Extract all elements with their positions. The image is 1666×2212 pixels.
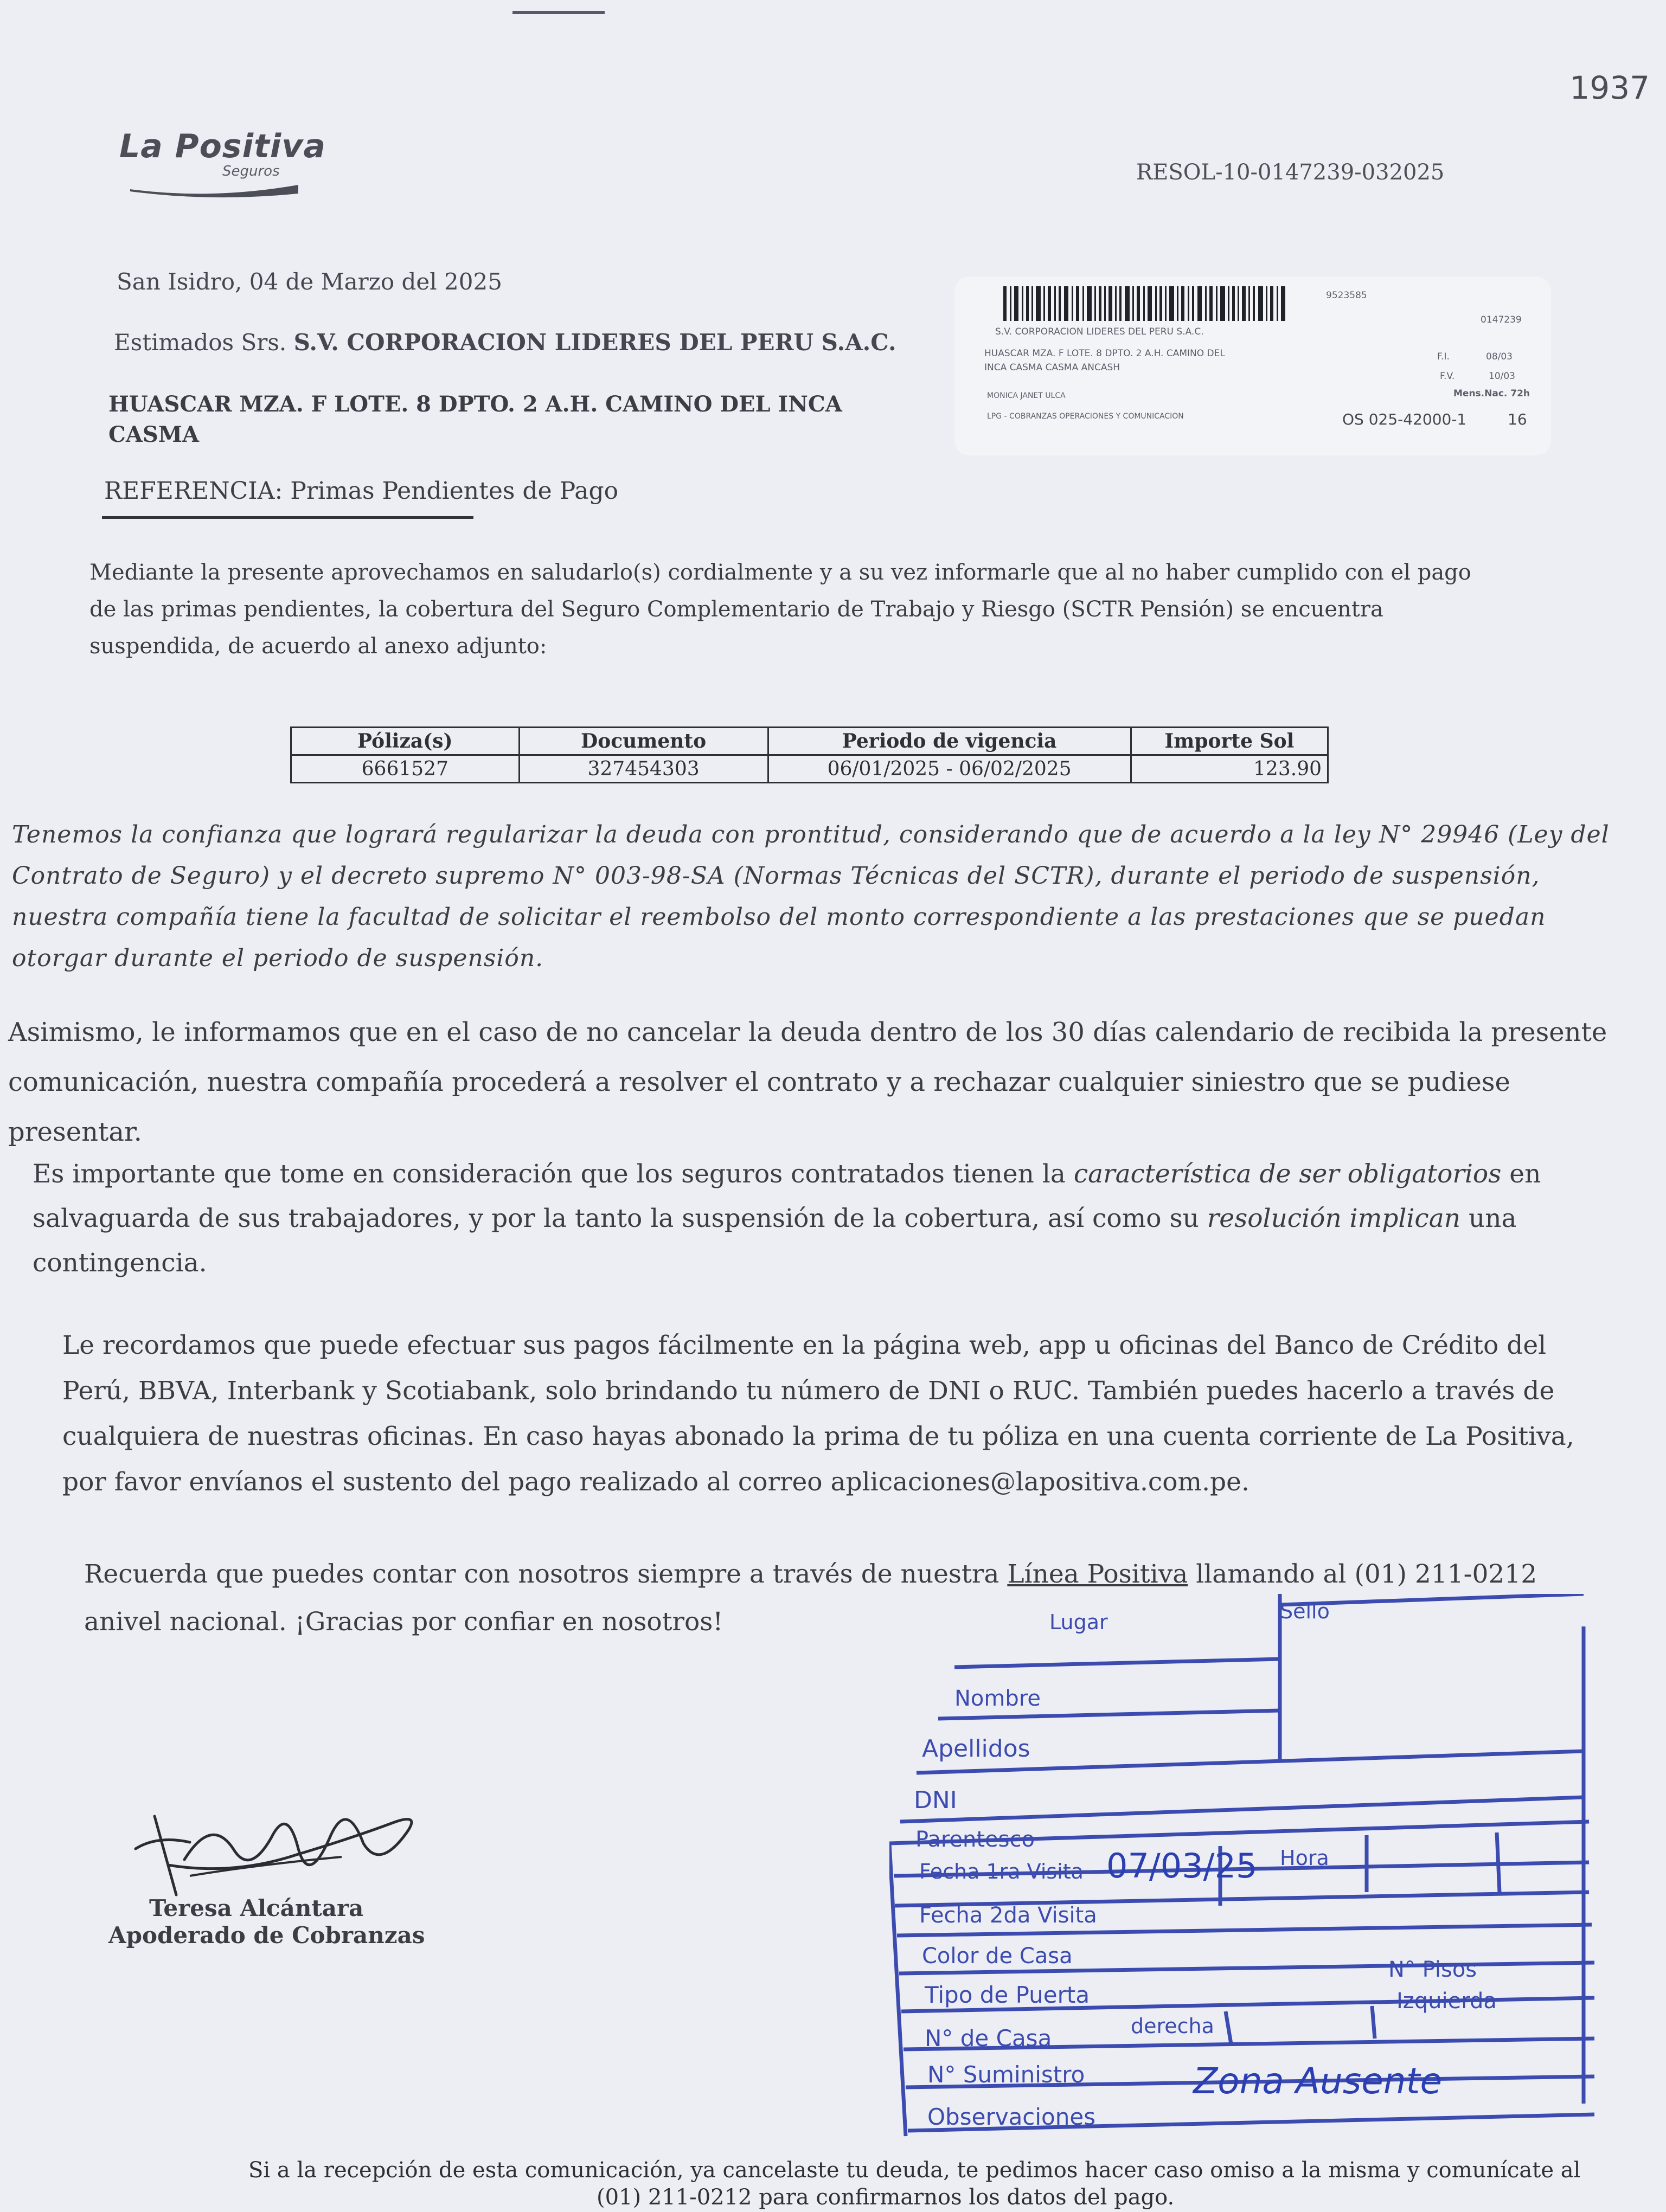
important-text-d: resolución implican <box>1207 1204 1461 1233</box>
stamp-apellidos: Apellidos <box>922 1735 1030 1763</box>
stamp-derecha: derecha <box>1131 2014 1214 2038</box>
stamp-dni: DNI <box>914 1786 957 1814</box>
label-addr-1: HUASCAR MZA. F LOTE. 8 DPTO. 2 A.H. CAMINO DEL <box>984 348 1225 359</box>
page-number: 1937 <box>1569 69 1650 106</box>
col-documento: Documento <box>519 728 768 755</box>
label-mens: Mens.Nac. 72h <box>1453 388 1530 399</box>
recipient-address <box>108 389 922 450</box>
greeting-prefix: Estimados Srs. <box>114 329 287 356</box>
stamp-color-casa: Color de Casa <box>922 1944 1073 1969</box>
col-importe: Importe Sol <box>1131 728 1328 755</box>
stamp-fecha-1-value: 07/03/25 <box>1106 1846 1258 1886</box>
table-row <box>291 755 1328 783</box>
table-header-row <box>291 728 1328 755</box>
stamp-nombre: Nombre <box>954 1686 1041 1711</box>
reference-underline <box>102 516 473 519</box>
linea-positiva-link: Línea Positiva <box>1007 1559 1188 1589</box>
col-periodo: Periodo de vigencia <box>768 728 1131 755</box>
logo-name: La Positiva <box>119 127 326 165</box>
label-contact: MONICA JANET ULCA <box>987 391 1066 400</box>
stamp-lugar: Lugar <box>1049 1610 1108 1634</box>
label-fi-label: F.I. <box>1437 351 1450 362</box>
stamp-n-casa: N° de Casa <box>925 2025 1052 2052</box>
logo-swoosh-icon <box>130 182 298 198</box>
greeting <box>114 329 896 356</box>
intro-paragraph: Mediante la presente aprovechamos en saludarlo(s) cordialmente y a su vez informarle que al no haber cumplido con el pago de las primas pendientes, la cobertura del Seguro Complementario de Trabajo y Riesgo (SCTR Pensión) se encuentra suspendida, de acuerdo al anexo adjunto: <box>89 560 1471 659</box>
label-addr-2: INCA CASMA CASMA ANCASH <box>984 362 1120 373</box>
label-recipient: S.V. CORPORACION LIDERES DEL PERU S.A.C. <box>995 326 1204 337</box>
important-text-a: Es importante que tome en consideración que los seguros contratados tienen la <box>33 1159 1074 1189</box>
label-fv-value: 10/03 <box>1489 371 1515 382</box>
important-text-c: en salvaguarda de sus trabajadores, y por la tanto la suspensión de la cobertura, así como su <box>33 1159 1541 1233</box>
payment-paragraph: Le recordamos que puede efectuar sus pagos fácilmente en la página web, app u oficinas del Banco de Crédito del Perú, BBVA, Interbank y Scotiabank, solo brindando tu número de DNI o RUC. También puedes hacerlo a través de cualquiera de nuestras oficinas. En caso hayas abonado la prima de tu póliza en una cuenta corriente de La Positiva, por favor envíanos el sustento del pago realizado al correo aplicaciones@lapositiva.com.pe. <box>62 1330 1574 1497</box>
signature-icon <box>125 1784 428 1908</box>
label-fi-value: 08/03 <box>1486 351 1513 362</box>
signer-title: Apoderado de Cobranzas <box>108 1922 425 1949</box>
company-logo <box>119 127 326 179</box>
label-fv-label: F.V. <box>1440 371 1455 382</box>
stamp-parentesco: Parentesco <box>915 1827 1035 1852</box>
col-poliza: Póliza(s) <box>291 728 520 755</box>
letter-date: San Isidro, 04 de Marzo del 2025 <box>117 268 502 295</box>
reference-line: REFERENCIA: Primas Pendientes de Pago <box>104 477 619 505</box>
signer-name: Teresa Alcántara <box>149 1895 364 1921</box>
stamp-fecha-1: Fecha 1ra Visita <box>919 1860 1084 1883</box>
cell-poliza: 6661527 <box>291 755 520 783</box>
address-line-2: CASMA <box>108 422 200 447</box>
barcode-icon <box>1003 286 1312 321</box>
confidence-paragraph: Tenemos la confianza que logrará regularizar la deuda con prontitud, considerando que de acuerdo a la ley N° 29946 (Ley del Contrato de Seguro) y el decreto supremo N° 003-98-SA (Normas Técnicas del SCTR), durante el periodo de suspensión, nuestra compañía tiene la facultad de solicitar el reembolso del monto correspondiente a las prestaciones que se puedan otorgar durante el periodo de suspensión. <box>12 821 1610 972</box>
footer-line-2: (01) 211-0212 para confirmarnos los datos del pago. <box>597 2185 1175 2210</box>
stamp-fecha-2: Fecha 2da Visita <box>919 1903 1097 1928</box>
label-ref: 0147239 <box>1481 314 1522 325</box>
stamp-n-pisos: N° Pisos <box>1388 1957 1477 1982</box>
stamp-observaciones-value: Zona Ausente <box>1193 2060 1443 2102</box>
contact-text-a: Recuerda que puedes contar con nosotros siempre a través de nuestra <box>84 1559 1008 1589</box>
stamp-n-suministro: N° Suministro <box>927 2061 1085 2088</box>
deadline-paragraph: Asimismo, le informamos que en el caso de no cancelar la deuda dentro de los 30 días calendario de recibida la presente comunicación, nuestra compañía procederá a resolver el contrato y a rechazar cualquier siniestro que se pudiese presentar. <box>8 1017 1607 1147</box>
stamp-tipo-puerta: Tipo de Puerta <box>925 1982 1090 2008</box>
cell-documento: 327454303 <box>519 755 768 783</box>
resolution-code: RESOL-10-0147239-032025 <box>1136 160 1445 185</box>
label-dept: LPG - COBRANZAS OPERACIONES Y COMUNICACION <box>987 412 1184 421</box>
cell-periodo: 06/01/2025 - 06/02/2025 <box>768 755 1131 783</box>
recipient-company: S.V. CORPORACION LIDERES DEL PERU S.A.C. <box>293 329 896 356</box>
stamp-hora: Hora <box>1280 1846 1329 1870</box>
important-paragraph <box>33 1152 1627 1285</box>
stamp-izquierda: Izquierda <box>1396 1989 1497 2014</box>
important-text-e: una contingencia. <box>33 1204 1517 1278</box>
label-os-number: OS 025-42000-1 <box>1342 410 1467 428</box>
label-count: 16 <box>1508 410 1527 428</box>
stamp-sello: Sello <box>1280 1599 1330 1623</box>
important-text-b: característica de ser obligatorios <box>1073 1159 1502 1189</box>
contact-text-b: llamando al (01) 211-0212 anivel nacional. ¡Gracias por confiar en nosotros! <box>84 1559 1537 1637</box>
address-line-1: HUASCAR MZA. F LOTE. 8 DPTO. 2 A.H. CAMINO DEL INCA <box>108 391 842 417</box>
label-code: 9523585 <box>1326 290 1367 301</box>
stamp-observaciones: Observaciones <box>927 2104 1096 2130</box>
footer-line-1: Si a la recepción de esta comunicación, ya cancelaste tu deuda, te pedimos hacer caso omiso a la misma y comunícate al <box>248 2158 1581 2183</box>
logo-sub: Seguros <box>222 163 280 179</box>
top-mark <box>512 11 605 14</box>
premium-table <box>290 726 1329 783</box>
cell-importe: 123.90 <box>1131 755 1328 783</box>
